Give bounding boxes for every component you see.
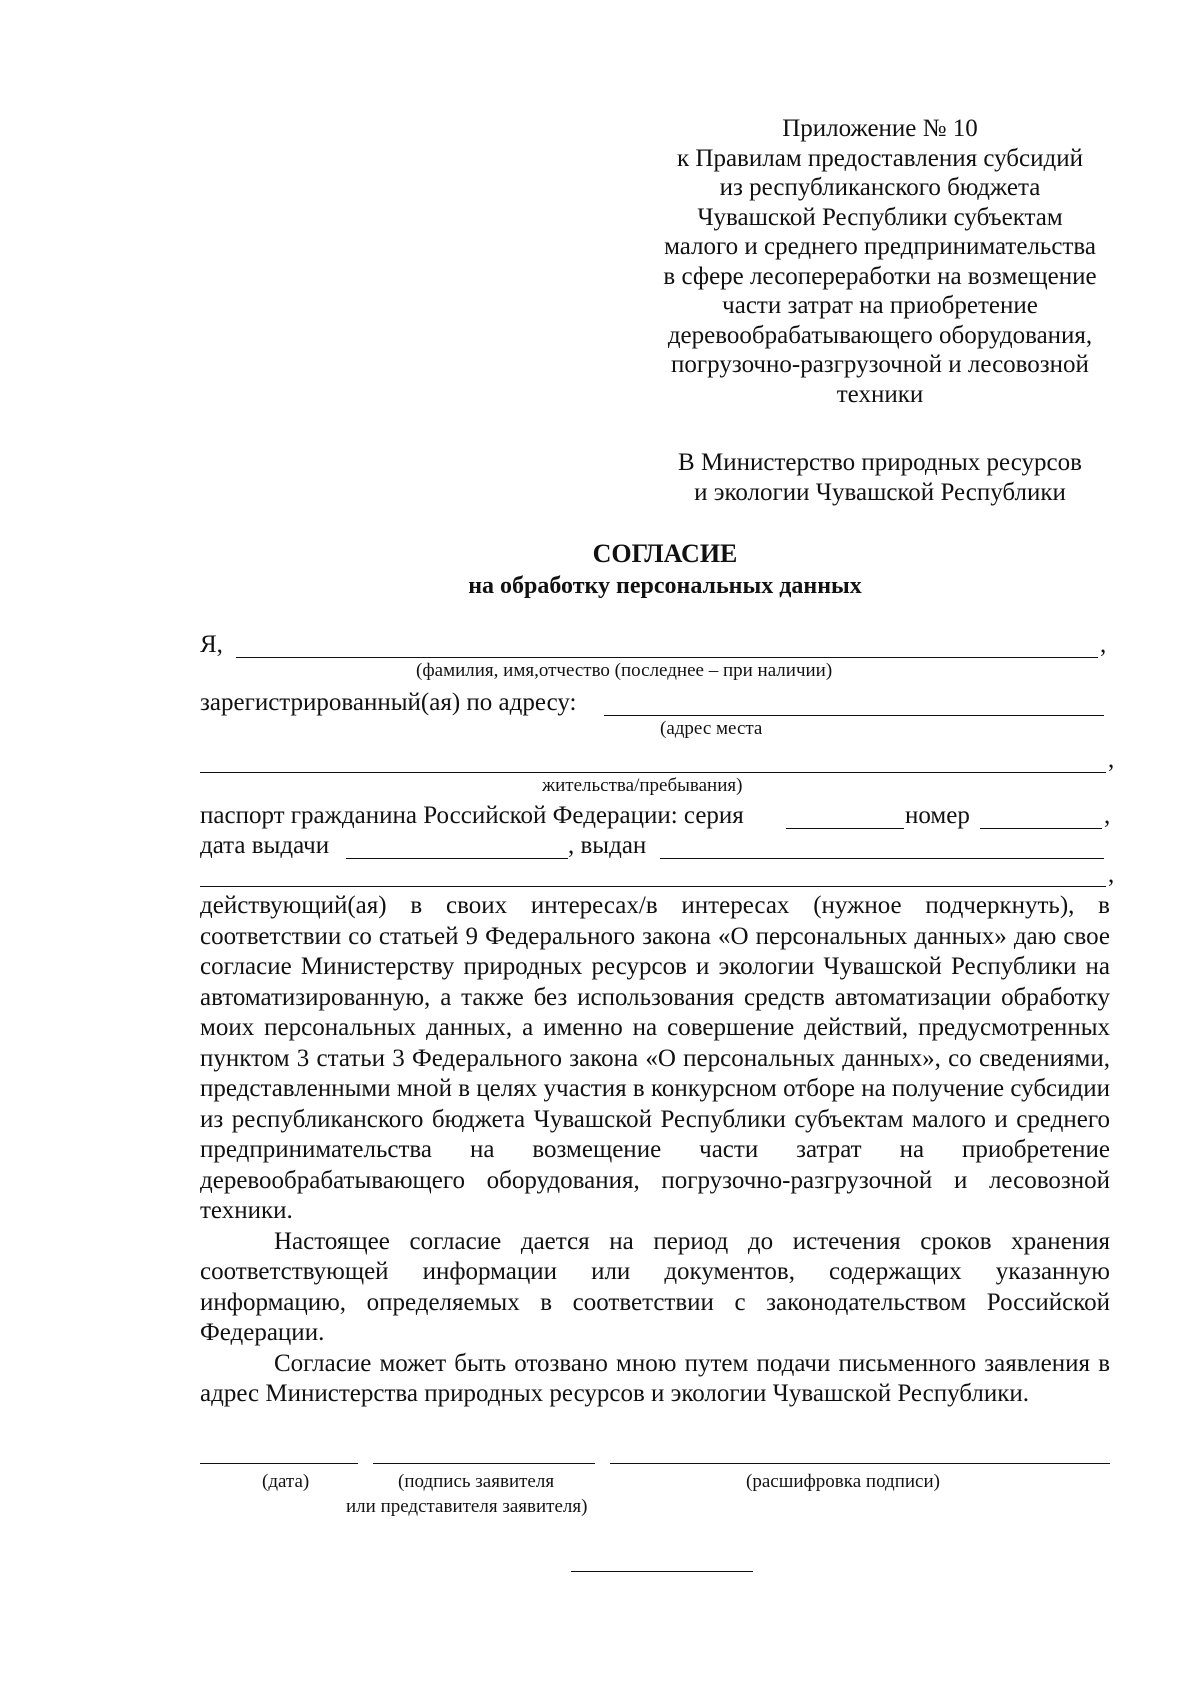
signature-decode-line[interactable] — [610, 1463, 1110, 1464]
appendix-line: малого и среднего предпринимательства — [664, 233, 1096, 260]
sign-caption-1: (подпись заявителя — [398, 1471, 555, 1492]
address-caption-1: (адрес места — [660, 718, 763, 739]
date-signature-line[interactable] — [200, 1463, 358, 1464]
appendix-line: из республиканского бюджета — [719, 174, 1041, 201]
issued-by-comma: , — [1108, 861, 1115, 888]
address-comma: , — [1108, 746, 1115, 773]
issued-by-label: , выдан — [568, 832, 647, 859]
appendix-line: в сфере лесопереработки на возмещение — [663, 262, 1097, 290]
address-field-line[interactable] — [604, 715, 1104, 716]
consent-paragraph-2: Настоящее согласие дается на период до истечения сроков хранения соответствующей информации или документов, содержащих указанную информацию, определяемых в соответствии с законодательством Российской Федерации. — [200, 1227, 1110, 1346]
recipient-line: и экологии Чувашской Республики — [694, 479, 1066, 506]
passport-series-line[interactable] — [786, 828, 904, 829]
i-label: Я, — [200, 631, 223, 658]
document-title: СОГЛАСИЕ — [592, 539, 738, 568]
number-label: номер — [905, 802, 970, 829]
appendix-line: части затрат на приобретение — [722, 292, 1038, 319]
registered-label: зарегистрированный(ая) по адресу: — [200, 689, 577, 716]
consent-body — [200, 891, 1110, 1410]
fio-caption: (фамилия, имя,отчество (последнее – при наличии) — [416, 660, 833, 681]
signature-line[interactable] — [373, 1463, 595, 1464]
decode-caption: (расшифровка подписи) — [746, 1471, 940, 1492]
fio-field-line[interactable] — [236, 657, 1098, 658]
issued-by-line-2[interactable] — [200, 886, 1106, 887]
document-subtitle: на обработку персональных данных — [468, 573, 862, 599]
fio-comma: , — [1100, 631, 1107, 658]
recipient-line: В Министерство природных ресурсов — [678, 449, 1082, 476]
date-caption: (дата) — [262, 1471, 310, 1492]
passport-comma: , — [1104, 802, 1111, 829]
address-caption-2: жительства/пребывания) — [542, 775, 743, 796]
appendix-line: деревообрабатывающего оборудования, — [667, 321, 1093, 349]
issue-date-label: дата выдачи — [200, 832, 330, 859]
address-field-line-2[interactable] — [200, 772, 1106, 773]
issued-by-line[interactable] — [660, 858, 1104, 859]
consent-paragraph-3: Согласие может быть отозвано мною путем подачи письменного заявления в адрес Министерства природных ресурсов и экологии Чувашской Республики. — [200, 1349, 1110, 1407]
closing-divider — [571, 1571, 753, 1572]
passport-number-line[interactable] — [980, 828, 1102, 829]
consent-paragraph-1: действующий(ая) в своих интересах/в интересах (нужное подчеркнуть), в соответствии со статьей 9 Федерального закона «О персональных данных» даю свое согласие Министерству природных ресурсов и экологии Чувашской Республики на автоматизированную, а также без использования средств автоматизации обработку моих персональных данных, а именно на совершение действий, предусмотренных пунктом 3 статьи 3 Федерального закона «О персональных данных», со сведениями, представленными мной в целях участия в конкурсном отборе на получение субсидии из республиканского бюджета Чувашской Республики субъектам малого и среднего предпринимательства на возмещение части затрат на приобретение деревообрабатывающего оборудования, погрузочно-разгрузочной и лесовозной техники. — [200, 892, 1110, 1224]
appendix-line: Приложение № 10 — [782, 115, 978, 142]
passport-label: паспорт гражданина Российской Федерации: серия — [200, 802, 744, 829]
appendix-line: Чувашской Республики субъектам — [697, 203, 1063, 231]
issue-date-line[interactable] — [346, 858, 568, 859]
appendix-header — [640, 114, 1120, 409]
appendix-line: погрузочно-разгрузочной и лесовозной — [671, 351, 1089, 378]
appendix-line: техники — [836, 380, 924, 408]
recipient-block — [660, 448, 1100, 508]
sign-caption-2: или представителя заявителя) — [346, 1496, 588, 1517]
appendix-line: к Правилам предоставления субсидий — [677, 144, 1083, 172]
